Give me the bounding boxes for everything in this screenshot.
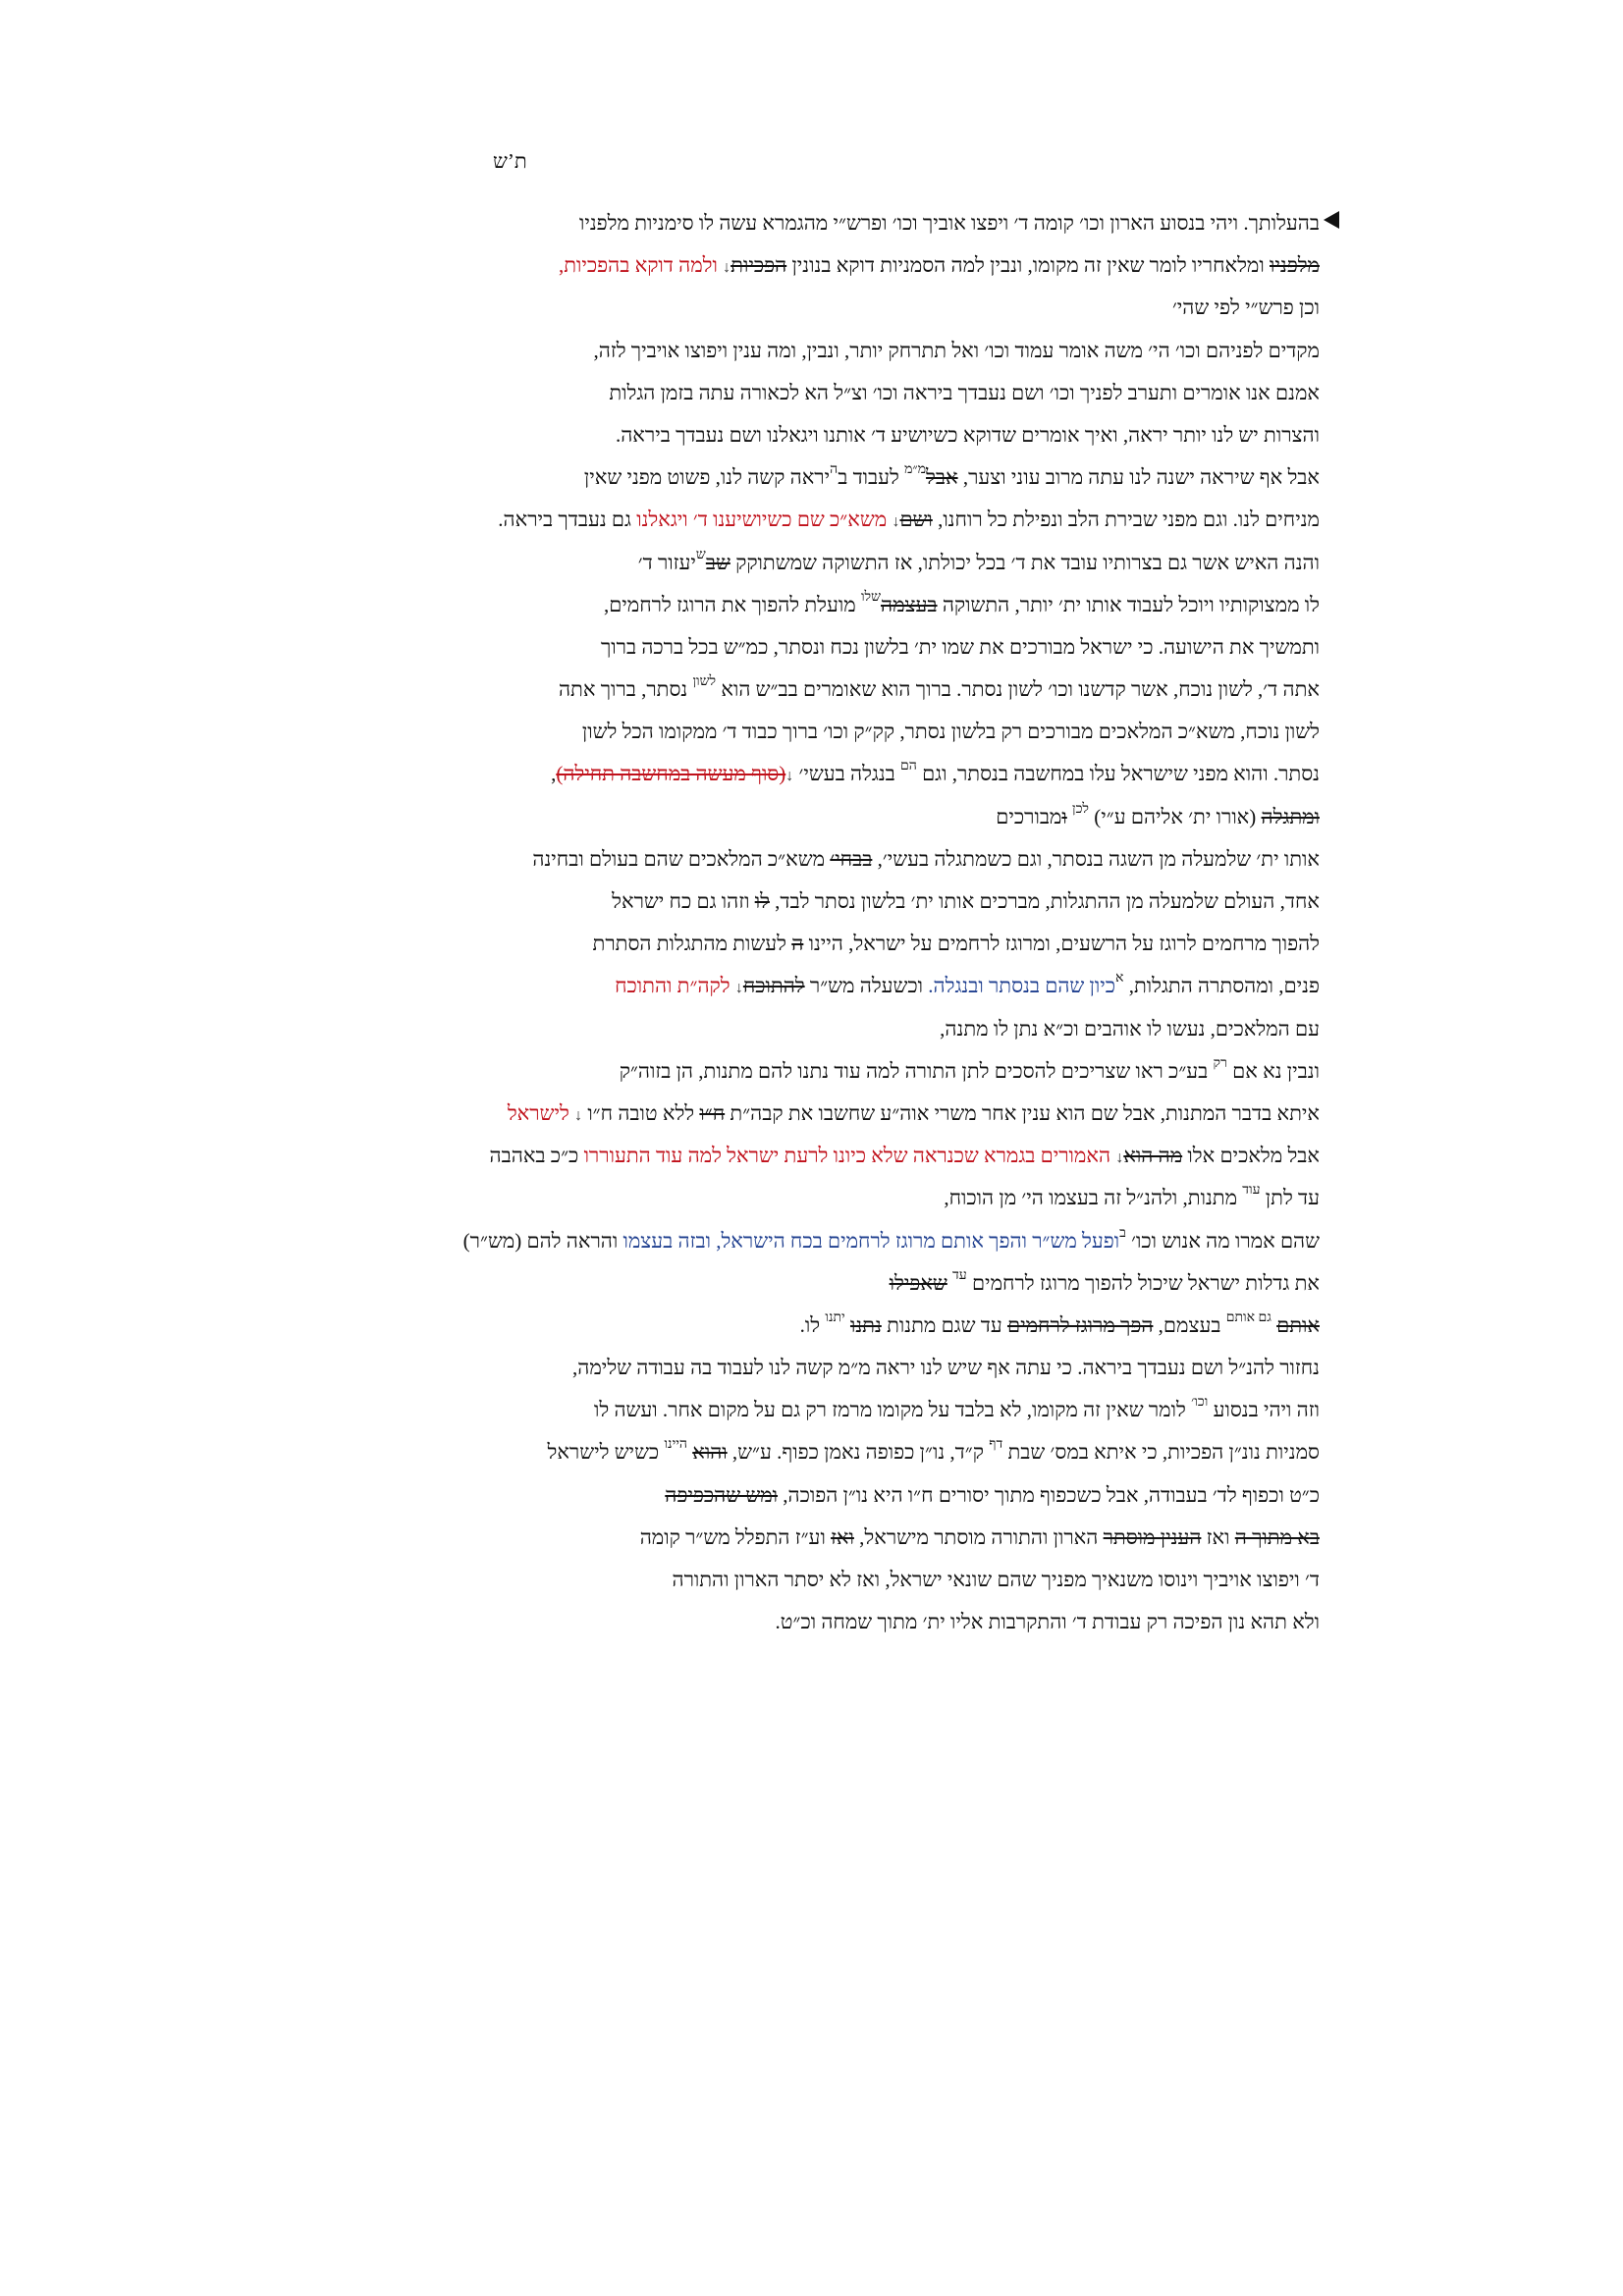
struck-text: שב <box>705 550 730 574</box>
red-annotation: האמורים בגמרא שכנראה שלא כיונו לרעת ישראל למה עוד התעוררו <box>583 1144 1116 1168</box>
text-line <box>353 753 1320 795</box>
text-line <box>353 1389 1320 1431</box>
struck-text: הפך מרוגז לרחמים <box>1006 1312 1154 1337</box>
text-line <box>353 1050 1320 1093</box>
triangle-bullet-icon <box>1324 211 1339 229</box>
text-segment: (אורו ית׳ אליהם ע״י) <box>1088 804 1262 828</box>
text-line <box>353 1220 1320 1262</box>
text-line <box>353 244 1320 287</box>
text-segment: והצרות יש לנו יותר יראה, ואיך אומרים שדוקא כשיושיע ד׳ אותנו ויגאלנו ושם נעבדך ביראה. <box>615 422 1320 447</box>
text-segment: בנגלה בעשי׳ <box>793 762 901 786</box>
text-line <box>353 1135 1320 1177</box>
struck-text: בבחי׳ <box>830 846 873 871</box>
text-segment: כ״ט וכפוף לד׳ בעבודה, אבל כשכפוף מתוך יסורים ח״ו היא נו״ן הפוכה, <box>778 1482 1320 1507</box>
struck-text: בא מתוך ה <box>1234 1524 1320 1549</box>
struck-text: ושם <box>899 507 933 532</box>
text-line <box>353 584 1320 626</box>
text-segment: עם המלאכים, נעשו לו אוהבים וכ״א נתן לו מתנה, <box>940 1016 1320 1041</box>
text-segment: ומלאחריו לומר שאין זה מקומו, ונבין למה הסמניות דוקא בנונין <box>786 253 1271 278</box>
text-line <box>353 1601 1320 1643</box>
text-line <box>353 414 1320 456</box>
struck-text: הענין מוסתר <box>1103 1524 1202 1549</box>
text-segment: והנה האיש אשר גם בצרותיו עובד את ד׳ בכל יכולתו, אז התשוקה שמשתוקק <box>730 550 1320 574</box>
text-line <box>353 838 1320 881</box>
text-segment: להפוך מרחמים לרוגז על הרשעים, ומרוגז לרחמים על ישראל, היינו <box>803 932 1320 956</box>
text-line <box>353 881 1320 923</box>
text-segment: אמנם אנו אומרים ותערב לפניך וכו׳ ושם נעבדך ביראה וכו׳ וצ״ל הא לכאורה עתה בזמן הגלות <box>609 380 1320 404</box>
superscript-insertion: מ״מ <box>904 462 927 478</box>
text-line <box>353 456 1320 499</box>
text-segment: ק״ד, נו״ן כפופה נאמן כפוף. ע״ש, <box>727 1440 990 1465</box>
text-segment: לו ממצוקותיו ויוכל לעבוד אותו ית׳ יותר, התשוקה <box>937 592 1320 616</box>
blue-annotation: כיון שהם בנסתר ובנגלה. <box>928 974 1116 998</box>
superscript-insertion: דף <box>989 1437 1003 1453</box>
superscript-insertion: ש <box>695 547 706 562</box>
red-annotation: לקה״ת והתוכח <box>615 974 735 998</box>
superscript-insertion: יתנו <box>825 1309 845 1325</box>
insert-arrow-icon: ↓ <box>785 768 794 785</box>
text-segment: אותו ית׳ שלמעלה מן השגה בנסתר, וגם כשמתגלה בעשי׳, <box>872 846 1320 871</box>
text-line <box>353 711 1320 753</box>
insert-arrow-icon: ↓ <box>723 259 731 277</box>
text-segment: משא״כ המלאכים שהם בעולם ובחינה <box>532 846 831 871</box>
text-segment: וזהו גם כח ישראל <box>612 889 755 913</box>
superscript-insertion: עד <box>952 1267 967 1283</box>
text-line <box>353 330 1320 372</box>
struck-text: מה הוא <box>1123 1144 1183 1168</box>
text-line <box>353 1559 1320 1601</box>
struck-text: ח״ו <box>699 1100 726 1125</box>
text-segment: כ״כ באהבה <box>489 1144 584 1168</box>
red-annotation: ולמה דוקא בהפכיות, <box>558 253 724 278</box>
superscript-insertion: הם <box>900 759 917 774</box>
text-line <box>353 1305 1320 1347</box>
superscript-insertion: שלו <box>860 589 882 605</box>
struck-text: ו <box>1061 804 1067 828</box>
text-segment: בע״כ ראו שצריכים להסכים לתן התורה למה עוד נתנו להם מתנות, הן בזוה״ק <box>619 1058 1214 1083</box>
struck-text: בעצמה <box>881 592 938 616</box>
struck-text: להתוכח <box>742 974 805 998</box>
text-line <box>353 202 1320 244</box>
text-line <box>353 1262 1320 1305</box>
text-segment: ותמשיך את הישועה. כי ישראל מבורכים את שמו ית׳ בלשון נכח ונסתר, כמ״ש בכל ברכה ברוך <box>600 634 1320 659</box>
text-segment: ונבין נא אם <box>1226 1058 1320 1083</box>
text-segment: הארון והתורה מוסתר מישראל, <box>853 1524 1104 1549</box>
text-segment: כשיש לישראל <box>547 1440 665 1465</box>
superscript-insertion: ב <box>1119 1225 1126 1241</box>
text-segment: , <box>551 762 557 786</box>
superscript-insertion: עוד <box>1242 1183 1261 1199</box>
text-segment: מבורכים <box>996 804 1062 828</box>
text-segment: ולא תהא נון הפיכה רק עבודת ד׳ והתקרבות אליו ית׳ מתוך שמחה וכ״ט. <box>775 1610 1320 1634</box>
text-segment: יעזור ד׳ <box>637 550 696 574</box>
text-segment: איתא בדבר המתנות, אבל שם הוא ענין אחר משרי אוה״ע שחשבו את קבה״ת <box>725 1100 1320 1125</box>
text-line <box>353 287 1320 329</box>
red-annotation: לישראל <box>507 1100 575 1125</box>
text-segment: אתה ד׳, לשון נוכח, אשר קדשנו וכו׳ לשון נסתר. ברוך הוא שאומרים בב״ש הוא <box>716 677 1320 702</box>
struck-text: שאפילו <box>889 1270 947 1295</box>
text-line <box>353 1474 1320 1517</box>
text-line <box>353 1517 1320 1559</box>
text-segment: וע״ז התפלל מש״ר קומה <box>639 1524 832 1549</box>
text-line <box>353 626 1320 668</box>
text-segment: פנים, ומהסתרה התגלות, <box>1123 974 1320 998</box>
superscript-insertion: א <box>1115 971 1124 987</box>
insert-arrow-icon: ↓ <box>892 513 900 531</box>
text-segment: נסתר, ברוך אתה <box>558 677 693 702</box>
text-segment: לעשות מהתגלות הסתרת <box>592 932 792 956</box>
text-segment: נחזור להנ״ל ושם נעבדך ביראה. כי עתה אף שיש לנו יראה מ״מ קשה לנו לעבוד בה עבודה שלימה, <box>572 1356 1320 1380</box>
text-line <box>353 542 1320 584</box>
text-segment: ואז <box>1201 1524 1235 1549</box>
text-line <box>353 1093 1320 1135</box>
text-segment: אבל אף שיראה ישנה לנו עתה מרוב עוני וצער, <box>957 465 1320 490</box>
text-line <box>353 499 1320 541</box>
text-segment: אבל מלאכים אלו <box>1182 1144 1320 1168</box>
struck-text: אבל <box>926 465 958 490</box>
superscript-insertion: ה <box>830 462 839 478</box>
text-segment: לשון נוכח, משא״כ המלאכים מבורכים רק בלשון נסתר, קק״ק וכו׳ ברוך כבוד ד׳ ממקומו הכל לשון <box>581 720 1320 744</box>
struck-text: ומש שהכפיפה <box>665 1482 779 1507</box>
text-segment: נסתר. והוא מפני שישראל עלו במחשבה בנסתר, וגם <box>916 762 1320 786</box>
insert-arrow-icon: ↓ <box>1115 1149 1124 1167</box>
superscript-insertion: היינו <box>664 1437 687 1453</box>
text-segment: וזה ויהי בנסוע <box>1208 1398 1320 1422</box>
struck-text: אותם <box>1276 1312 1320 1337</box>
text-line <box>353 923 1320 965</box>
superscript-insertion: גם אותם <box>1225 1309 1271 1325</box>
struck-text: והוא <box>692 1440 728 1465</box>
struck-text: לו <box>754 889 770 913</box>
text-segment: וכשעלה מש״ר <box>804 974 929 998</box>
text-segment: ד׳ ויפוצו אויביך וינוסו משנאיך מפניך שהם שונאי ישראל, ואז לא יסתר הארון והתורה <box>672 1568 1320 1591</box>
superscript-insertion: רק <box>1213 1055 1227 1071</box>
document-body <box>353 202 1320 1643</box>
page-header: ת’ש <box>493 149 527 173</box>
struck-text: נתנו <box>849 1312 882 1337</box>
text-line <box>353 1347 1320 1389</box>
text-segment: שהם אמרו מה אנוש וכו׳ <box>1125 1228 1320 1253</box>
text-segment: את גדלות ישראל שיכול להפוך מרוגז לרחמים <box>966 1270 1320 1295</box>
text-line <box>353 1177 1320 1219</box>
text-line <box>353 1008 1320 1050</box>
text-segment: מתנות, ולהנ״ל זה בעצמו הי׳ מן הוכוח, <box>944 1186 1243 1210</box>
text-segment: לו. <box>799 1312 826 1337</box>
text-segment: מקדים לפניהם וכו׳ הי׳ משה אומר עמוד וכו׳ ואל תתרחק יותר, ונבין, ומה ענין ויפוצו אויביך לזה, <box>593 338 1320 362</box>
struck-text: הפכיות <box>730 253 787 278</box>
red-annotation: משא״כ שם כשיושיענו ד׳ ויגאלנו <box>636 507 893 532</box>
text-segment: ללא טובה ח״ו <box>582 1100 700 1125</box>
text-segment: לומר שאין זה מקומו, לא בלבד על מקומו מרמז רק גם על מקום אחר. ועשה לו <box>594 1398 1192 1422</box>
text-segment: אחד, העולם שלמעלה מן ההתגלות, מברכים אותו ית׳ בלשון נסתר לבד, <box>769 889 1320 913</box>
superscript-insertion: וכו׳ <box>1191 1395 1209 1411</box>
text-segment: גם נעבדך ביראה. <box>498 507 637 532</box>
text-segment: יראה קשה לנו, פשוט מפני שאין <box>583 465 831 490</box>
text-segment: בעצמם, <box>1153 1312 1226 1337</box>
text-segment: עד שגם מתנות <box>881 1312 1007 1337</box>
text-segment: וכן פרש״י לפי שהי׳ <box>1171 295 1320 320</box>
struck-text: ואז <box>831 1524 854 1549</box>
text-segment: עד לתן <box>1260 1186 1320 1210</box>
insert-arrow-icon: ↓ <box>734 980 743 997</box>
superscript-insertion: לכן <box>1072 801 1089 817</box>
struck-text: מלפניו <box>1270 253 1320 278</box>
text-segment: בהעלותך. ויהי בנסוע הארון וכו׳ קומה ד׳ ויפצו אוביך וכו׳ ופרש״י מהגמרא עשה לו סימניות מלפניו <box>578 211 1320 235</box>
text-segment: והראה להם (מש״ר) <box>462 1228 623 1253</box>
text-segment: מועלת להפוך את הרוגז לרחמים, <box>603 592 861 616</box>
text-line <box>353 668 1320 711</box>
text-line <box>353 372 1320 414</box>
text-line <box>353 1431 1320 1473</box>
superscript-insertion: לשון <box>692 674 717 690</box>
struck-text: ומתגלה <box>1261 804 1320 828</box>
text-segment: סמניות נונ״ן הפכיות, כי איתא במס׳ שבת <box>1002 1440 1320 1465</box>
text-line <box>353 965 1320 1007</box>
struck-text: (סוף מעשה במחשבה תחילה) <box>556 762 786 786</box>
struck-text: ה <box>791 932 804 956</box>
text-segment: מניחים לנו. וגם מפני שבירת הלב ונפילת כל רוחנו, <box>932 507 1320 532</box>
blue-annotation: ופעל מש״ר והפך אותם מרוגז לרחמים בכח הישראל, ובזה בעצמו <box>622 1228 1120 1253</box>
text-line <box>353 796 1320 838</box>
insert-arrow-icon: ↓ <box>574 1106 583 1124</box>
text-segment: לעבוד ב <box>838 465 905 490</box>
